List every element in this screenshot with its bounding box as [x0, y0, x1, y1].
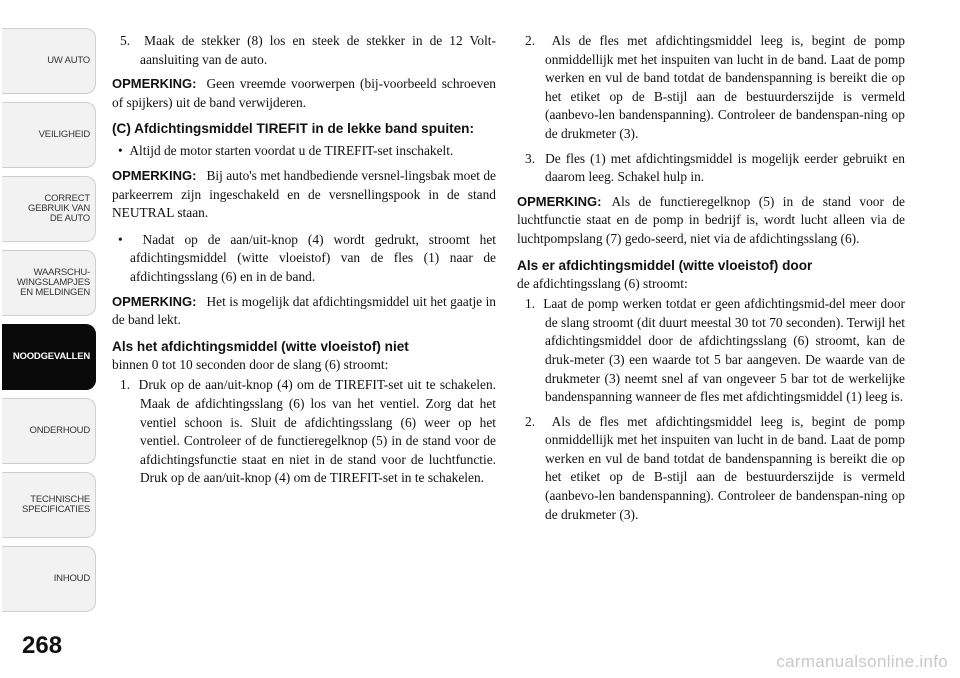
- step-3-number: 3.: [525, 150, 536, 166]
- heading-no-flow: Als het afdichtingsmiddel (witte vloeistof) niet: [112, 338, 409, 354]
- heading-flow: Als er afdichtingsmiddel (witte vloeistof) door: [517, 257, 813, 273]
- step-3: [517, 150, 905, 187]
- note-label: OPMERKING:: [517, 193, 602, 209]
- note-label: OPMERKING:: [112, 76, 197, 92]
- step-1-number: 1.: [120, 377, 131, 393]
- note-4: [517, 193, 905, 249]
- bullet-1: • Altijd de motor starten voordat u de TIREFIT-set inschakelt.: [118, 143, 454, 159]
- bullet-1-text: Altijd de motor starten voordat u de TIREFIT-set inschakelt.: [129, 143, 454, 159]
- step-2-number: 2.: [525, 413, 536, 429]
- heading-no-flow-cont: binnen 0 tot 10 seconden door de slang (6) stroomt:: [112, 356, 389, 372]
- step-2-text: Als de fles met afdichtingsmiddel leeg is, begint de pomp onmiddellijk met het inspuiten van lucht in de band. Laat de pomp werken en vul de band totdat de bandenspanning is bereikt die op het etiket op de B-stijl aan de bestuurderszijde is vermeld (aanbevo-len bandenspanning). Controleer de bandenspan-ning op de drukmeter (3).: [545, 33, 905, 141]
- bullet-2: • Nadat op de aan/uit-knop (4) wordt gedrukt, stroomt het afdichtingsmiddel (witte vloeistof) van de fles (1) naar de afdichtingsslang (6) en in de band.: [118, 231, 496, 284]
- heading-flow-cont: de afdichtingsslang (6) stroomt:: [517, 275, 688, 291]
- step-5-text: Maak de stekker (8) los en steek de stekker in de 12 Volt-aansluiting van de auto.: [140, 33, 496, 67]
- tab-noodgevallen[interactable]: NOODGEVALLEN: [2, 324, 96, 390]
- note-1-text: Geen vreemde voorwerpen (bij-voorbeeld schroeven of spijkers) uit de band verwijderen.: [112, 76, 496, 110]
- step-1-left: [112, 376, 496, 488]
- step-2-number: 2.: [525, 33, 536, 48]
- step-2: [517, 32, 905, 144]
- step-3-text: De fles (1) met afdichtingsmiddel is mogelijk eerder gebruikt en daarom leeg. Schakel hulp in.: [545, 150, 905, 185]
- note-1: [112, 75, 496, 112]
- note-3: [112, 293, 496, 330]
- tab-uw-auto[interactable]: UW AUTO: [2, 28, 96, 94]
- note-4-text: Als de functieregelknop (5) in de stand voor de luchtfunctie staat en de pomp in bedrijf is, wordt lucht alleen via de luchtpompslang (7) gedo-seerd, niet via de afdichtingsslang (6).: [517, 193, 905, 246]
- step-2-right: [517, 413, 905, 525]
- note-2-text: Bij auto's met handbediende versnel-lingsbak moet de parkeerrem zijn ingeschakeld en de versnellingspook in de stand NEUTRAL staan.: [112, 167, 496, 221]
- bullet-2-text: Nadat op de aan/uit-knop (4) wordt gedrukt, stroomt het afdichtingsmiddel (witte vloeistof) van de fles (1) naar de afdichtingsslang (6) en in de band.: [130, 231, 496, 284]
- note-label: OPMERKING:: [112, 293, 197, 309]
- step-5-number: 5.: [120, 33, 131, 48]
- tab-veiligheid[interactable]: VEILIGHEID: [2, 102, 96, 168]
- tab-technische-specificaties[interactable]: TECHNISCHE SPECIFICATIES: [2, 472, 96, 538]
- note-2: [112, 167, 496, 223]
- note-3-text: Het is mogelijk dat afdichtingsmiddel uit het gaatje in de band lekt.: [112, 293, 496, 328]
- step-1-right: [517, 295, 905, 407]
- tab-correct-gebruik[interactable]: CORRECT GEBRUIK VAN DE AUTO: [2, 176, 96, 242]
- watermark: carmanualsonline.info: [776, 652, 948, 671]
- page-number: 268: [22, 632, 63, 659]
- step-1-text: Druk op de aan/uit-knop (4) om de TIREFIT-set uit te schakelen. Maak de afdichtingsslang (6) los van het ventiel. Zorg dat het ventiel schoon is. Sluit de afdichtingsslang (6) weer op het ventiel. Controleer of de functieregelknop (5) in de stand voor de afdichtingsfunctie staat en niet in de stand voor de luchtfunctie. Druk op de aan/uit-knop (4) om de TIREFIT-set in te schakelen.: [138, 377, 496, 486]
- tab-inhoud[interactable]: INHOUD: [2, 546, 96, 612]
- left-column: [112, 32, 496, 494]
- step-1-number: 1.: [525, 296, 536, 312]
- note-label: OPMERKING:: [112, 167, 197, 183]
- step-2-text: Als de fles met afdichtingsmiddel leeg is, begint de pomp onmiddellijk met het inspuiten van lucht in de band. Laat de pomp werken en vul de band totdat de bandenspanning is bereikt die op het etiket op de B-stijl aan de bestuurderszijde is vermeld (aanbevo-len bandenspanning). Controleer de bandenspan-ning op de drukmeter (3).: [545, 413, 905, 522]
- step-1-text: Laat de pomp werken totdat er geen afdichtingsmid-del meer door de slang stroomt (dit duurt meestal 30 tot 70 seconden). Terwijl het afdichtingsmiddel door de afdichtingsslang (6) stroomt, kan de druk-meter (3) een waarde tot 5 bar aangeven. De waarde van de drukmeter (3) neemt snel af van ongeveer 5 bar tot de werkelijke bandenspanning wanneer de fles met afdichtingsmiddel (1) leeg is.: [543, 296, 906, 405]
- right-column: [517, 32, 905, 530]
- step-5: [112, 32, 496, 69]
- heading-c: (C) Afdichtingsmiddel TIREFIT in de lekke band spuiten:: [112, 121, 475, 137]
- tab-onderhoud[interactable]: ONDERHOUD: [2, 398, 96, 464]
- tab-waarschuwingslampjes[interactable]: WAARSCHU- WINGSLAMPJES EN MELDINGEN: [2, 250, 96, 316]
